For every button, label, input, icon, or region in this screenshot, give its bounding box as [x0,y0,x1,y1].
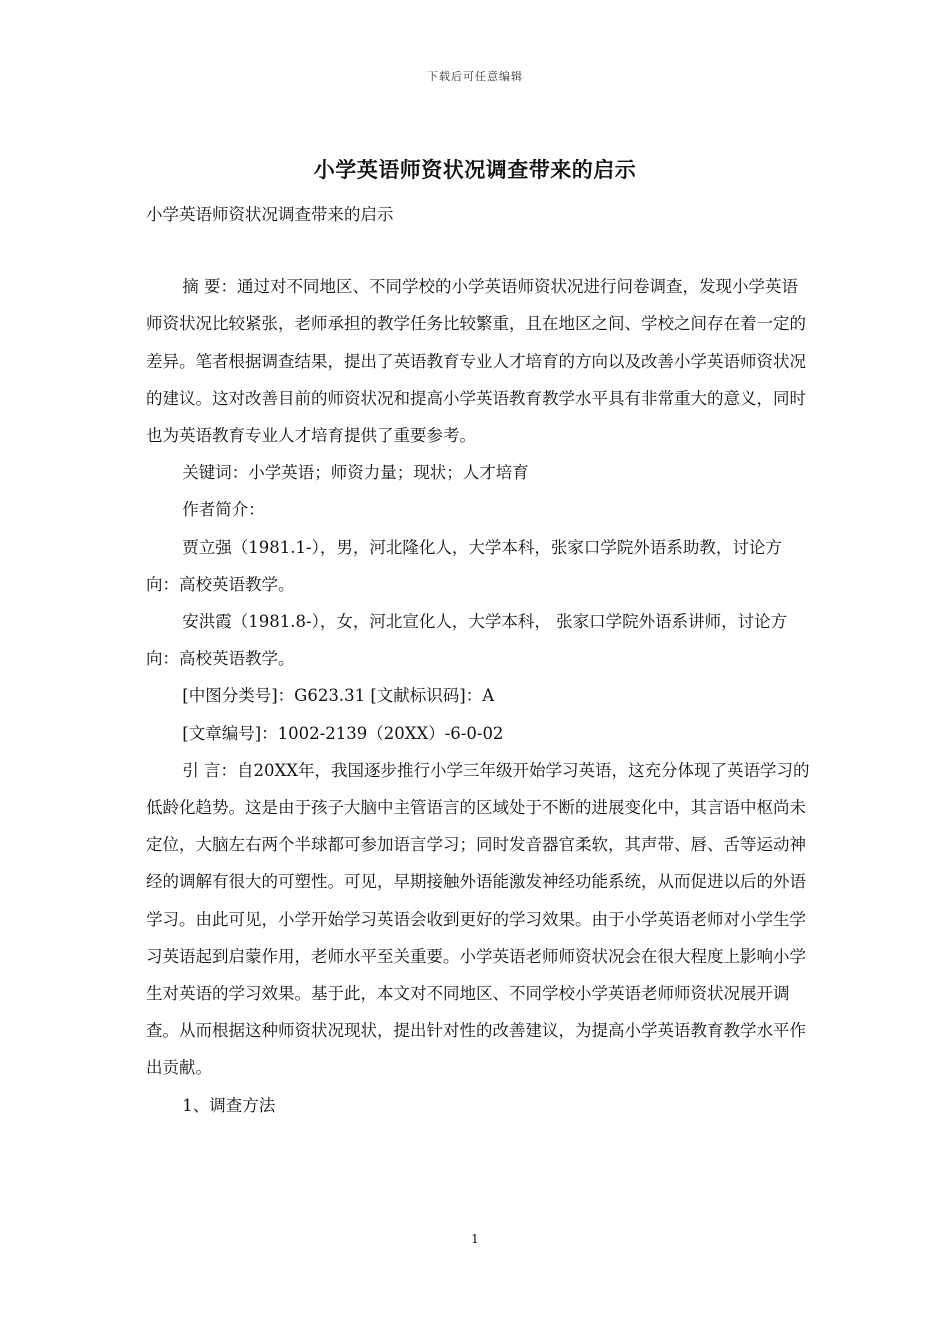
keywords-line: 关键词：小学英语；师资力量；现状；人才培育 [182,463,529,483]
document-subtitle: 小学英语师资状况调查带来的启示 [146,205,394,224]
author-intro-heading: 作者简介： [182,500,265,520]
document-title: 小学英语师资状况调查带来的启示 [313,158,637,182]
article-number-line: [文章编号]：1002-2139（20XX）-6-0-02 [182,723,504,743]
page-number: 1 [471,1232,479,1246]
introduction-paragraph: 引 言：自20XX年，我国逐步推行小学三年级开始学习英语，这充分体现了英语学习的低龄化趋势。这是由于孩子大脑中主管语言的区域处于不断的进展变化中，其言语中枢尚未定位，大脑左右两个半球都可参加语言学习；同时发音器官柔软，其声带、唇、舌等运动神经的调解有很大的可塑性。可见，早期接触外语能激发神经功能系统，从而促进以后的外语学习。由此可见，小学开始学习英语会收到更好的学习效果。由于小学英语老师对小学生学习英语起到启蒙作用，老师水平至关重要。小学英语老师师资状况会在很大程度上影响小学生对英语的学习效果。基于此，本文对不同地区、不同学校小学英语老师师资状况展开调查。从而根据这种师资状况现状，提出针对性的改善建议，为提高小学英语教育教学水平作出贡献。 [146,760,810,1078]
section-heading-survey-method: 1、调查方法 [182,1095,276,1115]
document-body [146,196,810,1124]
author-bio-2: 安洪霞（1981.8-），女，河北宣化人，大学本科， 张家口学院外语系讲师，讨论方向：高校英语教学。 [146,612,788,669]
abstract-paragraph: 摘 要：通过对不同地区、不同学校的小学英语师资状况进行问卷调查，发现小学英语师资状况比较紧张，老师承担的教学任务比较繁重，且在地区之间、学校之间存在着一定的差异。笔者根据调查结果，提出了英语教育专业人才培育的方向以及改善小学英语师资状况的建议。这对改善目前的师资状况和提高小学英语教育教学水平具有非常重大的意义，同时也为英语教育专业人才培育提供了重要参考。 [146,277,806,446]
header-note: 下载后可任意编辑 [427,70,523,83]
classification-line: [中图分类号]：G623.31 [文献标识码]：A [182,686,495,706]
author-bio-1: 贾立强（1981.1-），男，河北隆化人，大学本科，张家口学院外语系助教，讨论方向：高校英语教学。 [146,537,782,594]
